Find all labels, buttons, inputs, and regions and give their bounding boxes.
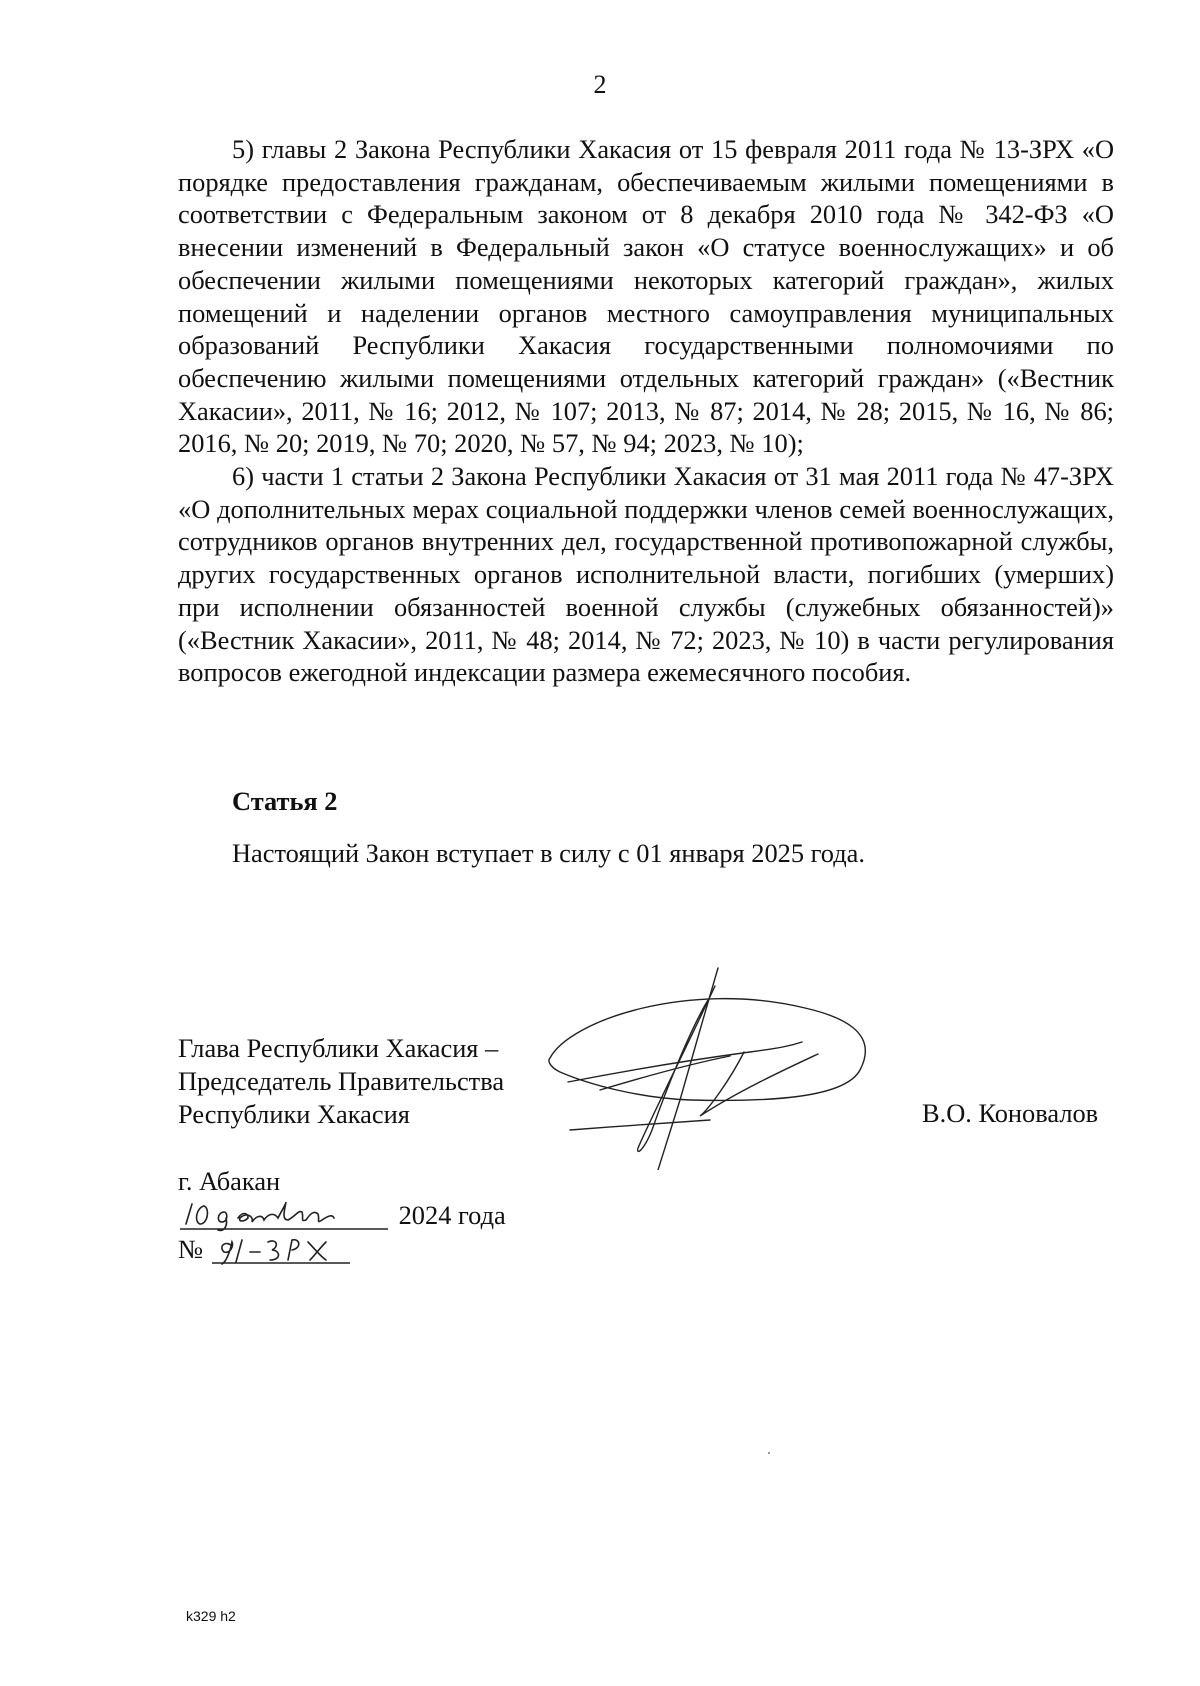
article-text: Настоящий Закон вступает в силу с 01 января 2025 года.	[232, 838, 865, 868]
number-sign: №	[178, 1234, 204, 1264]
signatory-title	[178, 1032, 504, 1131]
issuance-block	[178, 1165, 506, 1266]
scan-speck	[768, 1452, 770, 1454]
paragraph-item-5: 5) главы 2 Закона Республики Хакасия от 15 февраля 2011 года № 13-ЗРХ «О порядке предоставления гражданам, обеспечиваемым жилыми помещениями в соответствии с Федеральным законом от 8 декабря 2010 года № 342-ФЗ «О внесении изменений в Федеральный закон «О статусе военнослужащих» и об обеспечении жилыми помещениями некоторых категорий граждан», жилых помещений и наделении органов местного самоуправления муниципальных образований Республики Хакасия государственными полномочиями по обеспечению жилыми помещениями отдельных категорий граждан» («Вестник Хакасии», 2011, № 16; 2012, № 107; 2013, № 87; 2014, № 28; 2015, № 16, № 86; 2016, № 20; 2019, № 70; 2020, № 57, № 94; 2023, № 10);	[178, 134, 1114, 459]
issuance-year: 2024 года	[398, 1200, 506, 1230]
article-heading: Статья 2	[232, 786, 338, 816]
law-body	[178, 133, 1114, 689]
document-code: k329 h2	[186, 1608, 236, 1624]
signatory-title-line: Республики Хакасия	[178, 1099, 410, 1129]
paragraph-item-6: 6) части 1 статьи 2 Закона Республики Хакасия от 31 мая 2011 года № 47-ЗРХ «О дополнительных мерах социальной поддержки членов семей военнослужащих, сотрудников органов внутренних дел, государственной противопожарной службы, других государственных органов исполнительной власти, погибших (умерших) при исполнении обязанностей военной службы (служебных обязанностей)» («Вестник Хакасии», 2011, № 48; 2014, № 72; 2023, № 10) в части регулирования вопросов ежегодной индексации размера ежемесячного пособия.	[178, 461, 1114, 688]
handwritten-signature	[540, 960, 880, 1170]
signatory-name: В.О. Коновалов	[922, 1098, 1099, 1128]
issuance-date-line	[178, 1198, 506, 1232]
signatory-title-line: Председатель Правительства	[178, 1066, 505, 1096]
handwritten-number	[210, 1232, 352, 1266]
page-number: 2	[593, 70, 607, 99]
issuance-number-line	[178, 1232, 506, 1266]
handwritten-date	[178, 1198, 392, 1232]
issuance-city: г. Абакан	[178, 1166, 281, 1196]
signatory-title-line: Глава Республики Хакасия –	[178, 1033, 499, 1063]
